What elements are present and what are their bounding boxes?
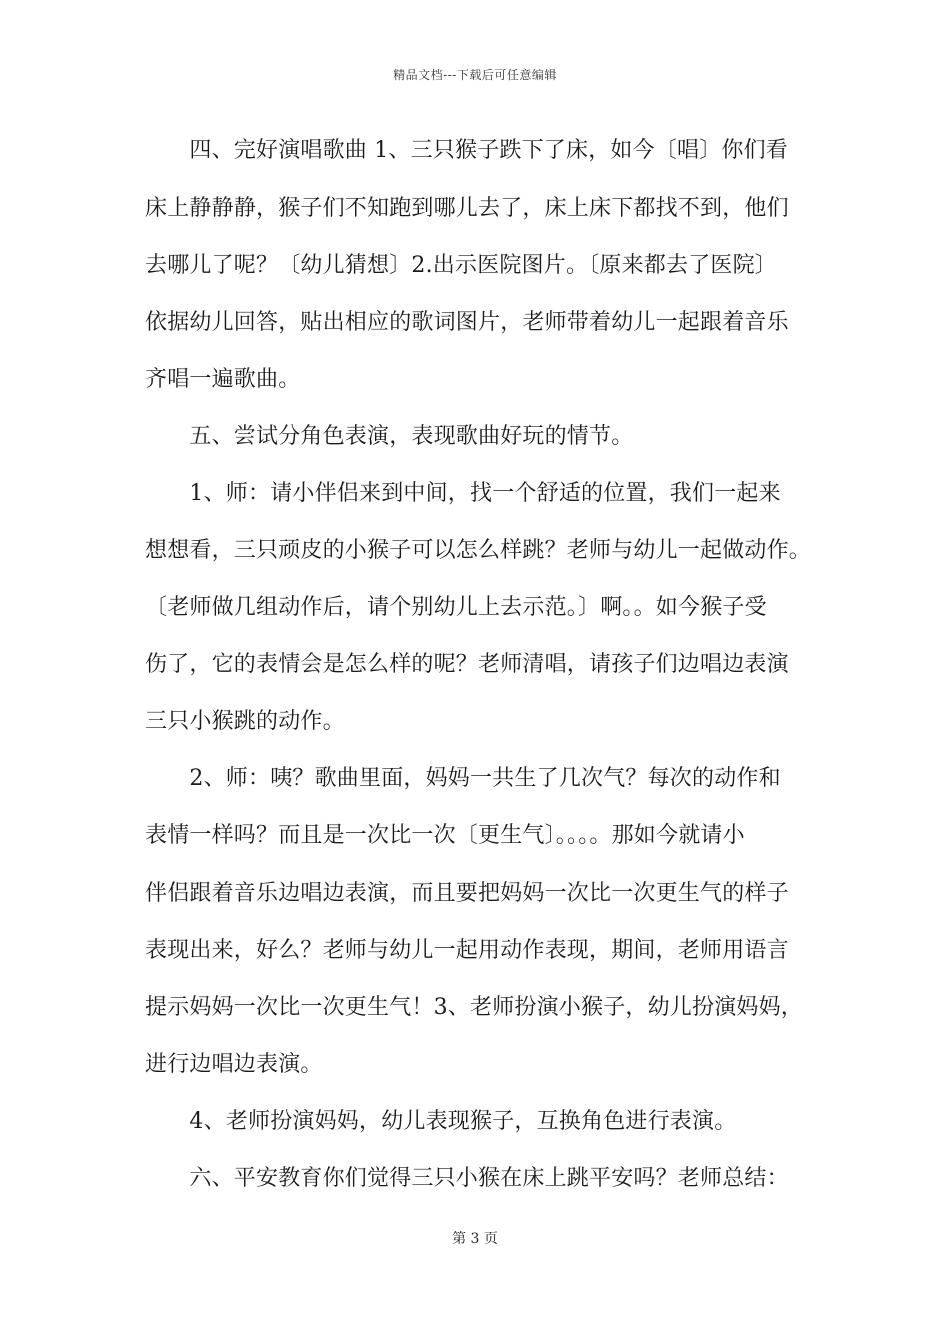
text-line: 齐唱一遍歌曲。 (145, 367, 301, 392)
text-line: 2、师：咦？歌曲里面，妈妈一共生了几次气？每次的动作和 (145, 766, 781, 791)
text-line: 依据幼儿回答，贴出相应的歌词图片，老师带着幼儿一起跟着音乐 (145, 310, 789, 335)
text-line: 伤了，它的表情会是怎么样的呢？老师清唱，请孩子们边唱边表演 (145, 652, 789, 677)
text-line: 4、老师扮演妈妈，幼儿表现猴子，互换角色进行表演。 (145, 1109, 737, 1134)
text-line: 〔老师做几组动作后，请个别幼儿上去示范。〕啊。。如今猴子受 (145, 595, 767, 620)
text-line: 进行边唱边表演。 (145, 1052, 323, 1077)
text-line: 五、尝试分角色表演，表现歌曲好玩的情节。 (145, 424, 634, 449)
text-line: 床上静静静，猴子们不知跑到哪儿去了，床上床下都找不到，他们 (145, 196, 789, 221)
text-line: 伴侣跟着音乐边唱边表演，而且要把妈妈一次比一次更生气的样子 (145, 881, 789, 906)
text-line: 表现出来，好么？老师与幼儿一起用动作表现，期间，老师用语言 (145, 938, 789, 963)
text-line: 提示妈妈一次比一次更生气！3、老师扮演小猴子，幼儿扮演妈妈， (145, 995, 803, 1020)
text-line: 四、完好演唱歌曲 1、三只猴子跌下了床，如今〔唱〕你们看 (145, 138, 788, 163)
text-line: 六、平安教育你们觉得三只小猴在床上跳平安吗？老师总结： (145, 1166, 789, 1191)
page-header: 精品文档---下载后可任意编辑 (393, 68, 557, 82)
text-line: 去哪儿了呢？〔幼儿猜想〕2.出示医院图片。〔原来都去了医院〕 (145, 253, 777, 278)
text-line: 1、师：请小伴侣来到中间，找一个舒适的位置，我们一起来 (145, 481, 781, 506)
text-line: 表情一样吗？而且是一次比一次〔更生气〕。。。。那如今就请小 (145, 823, 745, 848)
page-number: 第 3 页 (452, 1231, 498, 1247)
text-line: 三只小猴跳的动作。 (145, 709, 345, 734)
text-line: 想想看，三只顽皮的小猴子可以怎么样跳？老师与幼儿一起做动作。 (145, 538, 812, 563)
